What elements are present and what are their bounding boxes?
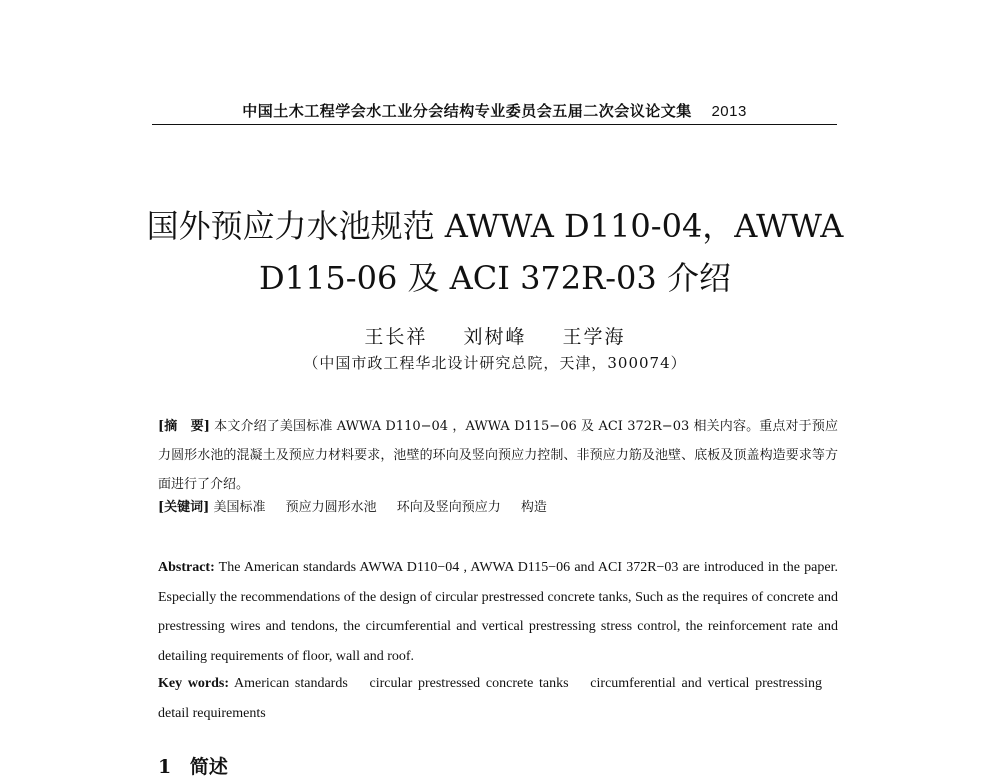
chinese-keywords xyxy=(158,496,838,520)
english-keyword: American standards xyxy=(234,676,348,691)
english-abstract xyxy=(158,553,838,671)
chinese-abstract-label: [摘 要] xyxy=(158,419,210,434)
header-rule xyxy=(152,124,837,125)
section-heading xyxy=(158,752,228,779)
chinese-keyword: 环向及竖向预应力 xyxy=(396,500,501,515)
author-2: 刘树峰 xyxy=(463,326,527,348)
chinese-keywords-label: [关键词] xyxy=(158,500,210,515)
paper-title-line-2: D115-06 及 ACI 372R-03 介绍 xyxy=(259,259,731,297)
paper-title xyxy=(100,200,890,304)
english-keywords xyxy=(158,669,838,728)
english-abstract-text: The American standards AWWA D110−04 , AWWA D115−06 and ACI 372R−03 are introduced in the paper. Especially the recommendations of the design of circular prestressed concrete tanks, Such as the requires of concrete and prestressing wires and tendons, the circumferential and vertical prestressing stress control, the reinforcement rate and detailing requirements of floor, wall and roof. xyxy=(158,560,838,664)
english-keyword: circular prestressed concrete tanks xyxy=(369,676,569,691)
section-number: 1 xyxy=(158,756,172,778)
author-1: 王长祥 xyxy=(364,326,428,348)
author-3: 王学海 xyxy=(562,326,626,348)
author-list xyxy=(100,322,890,349)
chinese-keyword: 美国标准 xyxy=(213,500,266,515)
english-keywords-label: Key words: xyxy=(158,676,230,691)
chinese-keyword: 构造 xyxy=(520,500,547,515)
chinese-abstract-text: 本文介绍了美国标准 AWWA D110−04 ，AWWA D115−06 及 ACI 372R−03 相关内容。重点对于预应力圆形水池的混凝土及预应力材料要求，池壁的环向及竖向预应力控制、非预应力筋及池壁、底板及顶盖构造要求等方面进行了介绍。 xyxy=(158,419,838,492)
english-keyword: detail requirements xyxy=(158,705,266,721)
section-title: 简述 xyxy=(189,756,228,778)
affiliation: （中国市政工程华北设计研究总院，天津，300074） xyxy=(303,354,687,372)
paper-title-line-1: 国外预应力水池规范 AWWA D110-04，AWWA xyxy=(146,207,844,245)
running-header-text: 中国土木工程学会水工业分会结构专业委员会五届二次会议论文集 xyxy=(242,102,692,120)
english-abstract-label: Abstract: xyxy=(158,560,215,575)
chinese-keyword: 预应力圆形水池 xyxy=(285,500,377,515)
chinese-abstract xyxy=(158,412,838,499)
running-header xyxy=(152,100,837,121)
english-keyword: circumferential and vertical prestressing xyxy=(590,676,823,691)
running-header-year: 2013 xyxy=(711,103,747,120)
